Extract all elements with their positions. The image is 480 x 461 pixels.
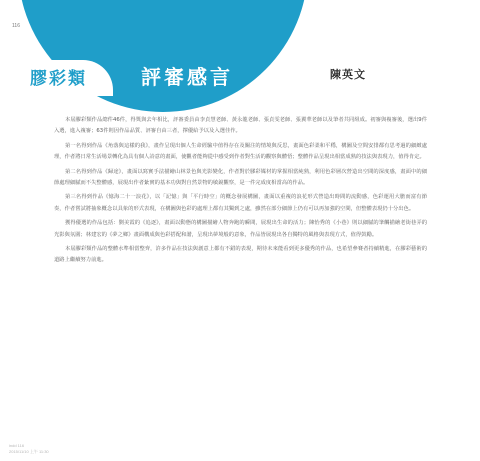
article-body: [54, 115, 427, 270]
page-number: 116: [12, 23, 20, 29]
footer-line: 2015/11/10 上午 11:30: [9, 449, 49, 454]
paragraph: 第三名得到作品《憶海二十一浪花》，以「記憶」與「平行時空」的概念發展構圖，畫面以重複的浪花形式營造出時間的流動感，色彩運用大膽而富有節奏，作者嘗試將抽象概念以具象的形式表現，在構圖與色彩的處理上都有其獨到之處，雖然在部分細節上仍有可以再加強的空間，但整體表現仍十分出色。: [54, 194, 427, 212]
paragraph: 本屆膠彩類作品的整體水準相當整齊，許多作品在技法與創意上都有不錯的表現，期待未來能看到更多優秀的作品，也希望參賽者持續精進，在膠彩藝術的道路上繼續努力前進。: [54, 246, 427, 264]
paragraph: 本屆膠彩類作品總件46件，得獎與去年相比，評審委員由李貞慧老師、黃永龍老師、張貞雯老師、張翼華老師以及筆者共同組成。初審與複審後，選出9件入選，進入複審；63件則因作品品質、評審自由三者，擇優給予以及入選佳作。: [54, 117, 427, 135]
page-heading: 評審感言: [141, 65, 233, 89]
category-label: 膠彩類: [30, 69, 87, 89]
print-footer: [9, 443, 49, 455]
paragraph: 獲得優選的作品包括：劉美霞的《追逐》，畫面以動態的構圖描繪人物奔跑的瞬間，展現出生命的活力；陳怡秀的《小巷》則以細膩的筆觸描繪老街巷弄的光影與氛圍；林建宏的《夢之鄉》畫面構成與色彩搭配和諧，呈現出夢境般的意象，作品皆展現出各自獨特的風格與表現方式，值得鼓勵。: [54, 220, 427, 238]
footer-line: indd 116: [9, 443, 25, 448]
paragraph: 第一名得到作品《角落與這樣的我》，畫作呈現出個人生命經驗中值得存在及關注的情境與反思，畫面色彩柔和平穩，構圖及空間安排都有思考過的細緻處理，作者將日常生活場景轉化為具有個人詩意的畫面，使觀者能夠從中感受到作者對生活的觀察與體悟；整體作品呈現出相當成熟的技法與表現力，值得肯定。: [54, 142, 427, 161]
paragraph: 第二名得到作品《歸途》，畫面以寫實手法描繪山林景色與光影變化，作者對於膠彩媒材的掌握相當純熟，利用色彩層次營造出空間的深度感，畫面中的細節處理細膩而不失整體感，展現出作者紮實的基本功與對自然景物的敏銳觀察，是一件完成度相當高的作品。: [54, 168, 427, 187]
author-name: 陳英文: [330, 68, 366, 81]
